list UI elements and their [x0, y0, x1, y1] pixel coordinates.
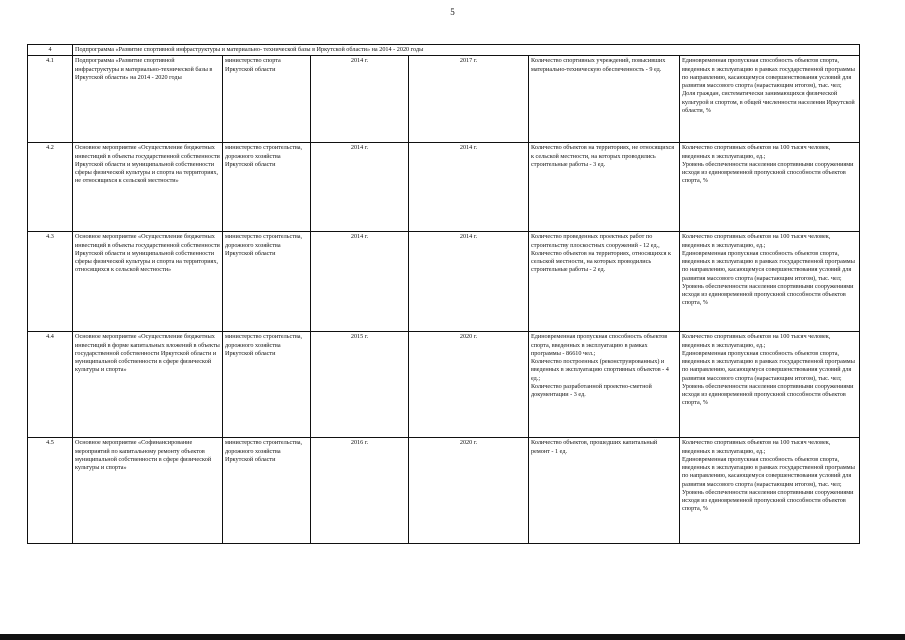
row-number: 4.5: [28, 438, 73, 544]
start-year: 2016 г.: [311, 438, 409, 544]
page-number: 5: [450, 7, 455, 17]
end-year: 2014 г.: [409, 143, 529, 232]
section-number: 4: [28, 45, 73, 56]
indicator: Уровень обеспеченности населения спортивными сооружениями исходя из единовременной пропускной способности объектов спорта, %: [682, 488, 854, 513]
row-number: 4.4: [28, 332, 73, 438]
executor: министерство строительства, дорожного хозяйства Иркутской области: [223, 438, 311, 544]
start-year: 2014 г.: [311, 143, 409, 232]
indicator: Количество спортивных объектов на 100 тысяч человек, введенных в эксплуатацию, ед.;: [682, 439, 831, 455]
expected-result: Количество проведенных проектных работ по строительству плоскостных сооружений - 12 ед., Количество объектов на территориях, относящихся к сельской местности, на которых проводились строительные работы - 2 ед.: [529, 232, 680, 332]
start-year: 2014 г.: [311, 56, 409, 143]
executor: министерство строительства, дорожного хозяйства Иркутской области: [223, 143, 311, 232]
end-year: 2020 г.: [409, 438, 529, 544]
executor: министерство строительства, дорожного хозяйства Иркутской области: [223, 232, 311, 332]
table-row: [28, 438, 860, 544]
indicator: Уровень обеспеченности населения спортивными сооружениями исходя из единовременной пропускной способности объектов спорта, %: [682, 282, 854, 307]
executor: министерство строительства, дорожного хозяйства Иркутской области: [223, 332, 311, 438]
indicator: Количество спортивных объектов на 100 тысяч человек, введенных в эксплуатацию, ед.;: [682, 233, 831, 249]
table-row: [28, 232, 860, 332]
expected-result: Количество объектов, прошедших капитальный ремонт - 1 ед.: [529, 438, 680, 544]
indicators: [680, 332, 860, 438]
end-year: 2014 г.: [409, 232, 529, 332]
indicators: [680, 143, 860, 232]
indicator: Единовременная пропускная способность объектов спорта, введенных в эксплуатацию в рамках государственной программы по направлению, касающемуся совершенствования условий для развития массового спорта (нарастающим итогом), тыс. чел;: [682, 455, 855, 488]
start-year: 2014 г.: [311, 232, 409, 332]
table-row: [28, 56, 860, 143]
indicator: Уровень обеспеченности населения спортивными сооружениями исходя из единовременной пропускной способности объектов спорта, %: [682, 382, 854, 407]
indicator: Единовременная пропускная способность объектов спорта, введенных в эксплуатацию в рамках государственной программы по направлению, касающемуся совершенствования условий для развития массового спорта (нарастающим итогом), тыс. чел;: [682, 349, 855, 382]
expected-result: Количество спортивных учреждений, повысивших материально-техническую обеспеченность - 9 ед.: [529, 56, 680, 143]
table-row: [28, 143, 860, 232]
indicator: Единовременная пропускная способность объектов спорта, введенных в эксплуатацию в рамках государственной программы по направлению, касающемуся совершенствования условий для развития массового спорта (нарастающим итогом), тыс. чел;: [682, 57, 855, 89]
executor: министерство спорта Иркутской области: [223, 56, 311, 143]
section-title: Подпрограмма «Развитие спортивной инфраструктуры и материально- технической базы в Иркутской области» на 2014 - 2020 годы: [73, 45, 860, 56]
end-year: 2020 г.: [409, 332, 529, 438]
end-year: 2017 г.: [409, 56, 529, 143]
indicators: [680, 232, 860, 332]
measure-name: Основное мероприятие «Софинансирование мероприятий по капитальному ремонту объектов муниципальной собственности в сфере физической культуры и спорта»: [73, 438, 223, 544]
row-number: 4.1: [28, 56, 73, 143]
indicator: Единовременная пропускная способность объектов спорта, введенных в эксплуатацию в рамках государственной программы по направлению, касающемуся совершенствования условий для развития массового спорта (нарастающим итогом), тыс. чел;: [682, 249, 855, 282]
indicators: [680, 438, 860, 544]
scan-bottom-edge: [0, 634, 905, 640]
measure-name: Основное мероприятие «Осуществление бюджетных инвестиций в объекты государственной собственности Иркутской области и муниципальной собственности сферы физической культуры и спорта на территориях, относящихся к сельской местности»: [73, 232, 223, 332]
section-header-row: [28, 45, 860, 56]
expected-result: Количество объектов на территориях, не относящихся к сельской местности, на которых проводились строительные работы - 3 ед.: [529, 143, 680, 232]
measure-name: Основное мероприятие «Осуществление бюджетных инвестиций в форме капитальных вложений в объекты государственной собственности Иркутской области и муниципальной собственности в сфере физической культуры и спорта»: [73, 332, 223, 438]
program-table: [27, 44, 860, 544]
measure-name: Основное мероприятие «Осуществление бюджетных инвестиций в объекты государственной собственности Иркутской области и муниципальной собственности сферы физической культуры и спорта на территориях, не относящихся к сельской местности»: [73, 143, 223, 232]
row-number: 4.2: [28, 143, 73, 232]
table-row: [28, 332, 860, 438]
indicators: [680, 56, 860, 143]
indicator: Уровень обеспеченности населения спортивными сооружениями исходя из единовременной пропускной способности объектов спорта, %: [682, 160, 854, 185]
indicator: Доля граждан, систематически занимающихся физической культурой и спортом, в общей численности населения Иркутской области, %: [682, 90, 855, 114]
row-number: 4.3: [28, 232, 73, 332]
indicator: Количество спортивных объектов на 100 тысяч человек, введенных в эксплуатацию, ед.;: [682, 144, 831, 160]
expected-result: Единовременная пропускная способность объектов спорта, введенных в эксплуатацию в рамках программы - 86610 чел.; Количество построенных (реконструированных) и введенных в эксплуатацию спортивных объектов - 4 ед.; Количество разработанной проектно-сметной документации - 3 ед.: [529, 332, 680, 438]
start-year: 2015 г.: [311, 332, 409, 438]
measure-name: Подпрограмма «Развитие спортивной инфраструктуры и материально-технической базы в Иркутской области» на 2014 - 2020 годы: [73, 56, 223, 143]
indicator: Количество спортивных объектов на 100 тысяч человек, введенных в эксплуатацию, ед.;: [682, 333, 831, 349]
